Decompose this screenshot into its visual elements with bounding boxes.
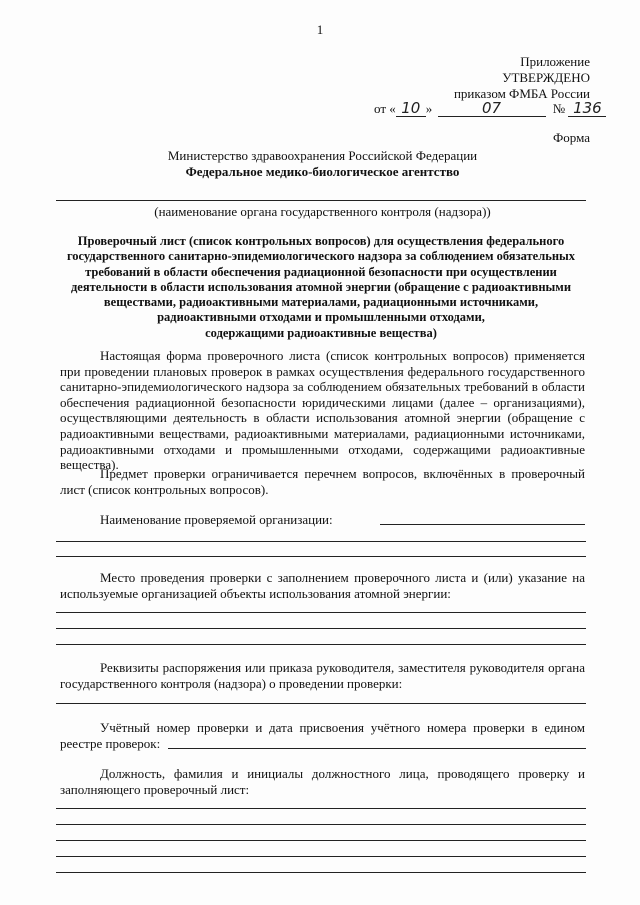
page-number: 1 — [316, 22, 324, 37]
place-line[interactable] — [56, 644, 586, 645]
official-line[interactable] — [56, 872, 586, 873]
requisites-line[interactable] — [56, 703, 586, 704]
organization-line[interactable] — [56, 556, 586, 557]
form-label: Форма — [553, 130, 590, 145]
title-line: деятельности в области использования атомной энергии (обращение с радиоактивными — [70, 279, 572, 294]
title-line: содержащими радиоактивные вещества) — [205, 325, 437, 340]
requisites-label: Реквизиты распоряжения или приказа руководителя, заместителя руководителя органа государственного контроля (надзора) о проведении проверки: — [60, 660, 585, 691]
date-month: 07 — [438, 100, 546, 117]
date-day: 10 — [396, 100, 426, 117]
organization-label: Наименование проверяемой организации: — [100, 512, 333, 527]
order-label: приказом ФМБА России — [453, 86, 590, 101]
approved-label: УТВЕРЖДЕНО — [502, 70, 590, 85]
account-number-label: Учётный номер проверки и дата присвоения учётного номера проверки в едином реестре проверок: — [60, 720, 585, 751]
official-line[interactable] — [56, 856, 586, 857]
title-line: Проверочный лист (список контрольных вопросов) для осуществления федерального — [77, 234, 565, 248]
title-line: радиоактивными отходами и промышленными отходами, — [157, 310, 485, 325]
document-title — [56, 234, 586, 341]
place-line[interactable] — [56, 628, 586, 629]
authority-caption: (наименование органа государственного контроля (надзора)) — [154, 204, 491, 219]
official-line[interactable] — [56, 824, 586, 825]
intro-paragraph: Настоящая форма проверочного листа (список контрольных вопросов) применяется при проведении плановых проверок в рамках осуществления федерального государственного санитарно-эпидемиологического надзора за соблюдением обязательных требований в области обеспечения радиационной безопасности юридическими лицами (далее – организациями), осуществляющими деятельность в области использования атомной энергии (обращение с радиоактивными веществами, радиоактивными материалами, радиационными источниками, радиоактивными отходами и промышленными отходами, содержащими радиоактивные вещества). — [60, 348, 585, 473]
account-number-line[interactable] — [168, 748, 586, 749]
official-line[interactable] — [56, 808, 586, 809]
official-label: Должность, фамилия и инициалы должностного лица, проводящего проверку и заполняющего проверочный лист: — [60, 766, 585, 797]
official-line[interactable] — [56, 840, 586, 841]
place-label: Место проведения проверки с заполнением проверочного листа и (или) указание на используемые организацией объекты использования атомной энергии: — [60, 570, 585, 601]
organization-inline-line[interactable] — [380, 524, 585, 525]
ministry-name: Министерство здравоохранения Российской Федерации — [167, 148, 478, 163]
order-date-number — [374, 100, 606, 117]
authority-line — [56, 200, 586, 201]
number-prefix: № — [552, 101, 566, 116]
agency-name: Федеральное медико-биологическое агентство — [185, 164, 460, 179]
scope-paragraph: Предмет проверки ограничивается перечнем вопросов, включённых в проверочный лист (список контрольных вопросов). — [60, 466, 585, 497]
title-line: веществами, радиоактивными материалами, радиационными источниками, — [103, 295, 539, 310]
order-number: 136 — [568, 100, 606, 117]
date-prefix: от « — [374, 101, 396, 116]
title-line: государственного санитарно-эпидемиологического надзора за соблюдением обязательных — [66, 249, 576, 264]
place-line[interactable] — [56, 612, 586, 613]
title-line: требований в области обеспечения радиационной безопасности при осуществлении — [85, 264, 557, 279]
appendix-label: Приложение — [520, 54, 590, 69]
date-mid: » — [425, 101, 433, 116]
organization-line[interactable] — [56, 541, 586, 542]
